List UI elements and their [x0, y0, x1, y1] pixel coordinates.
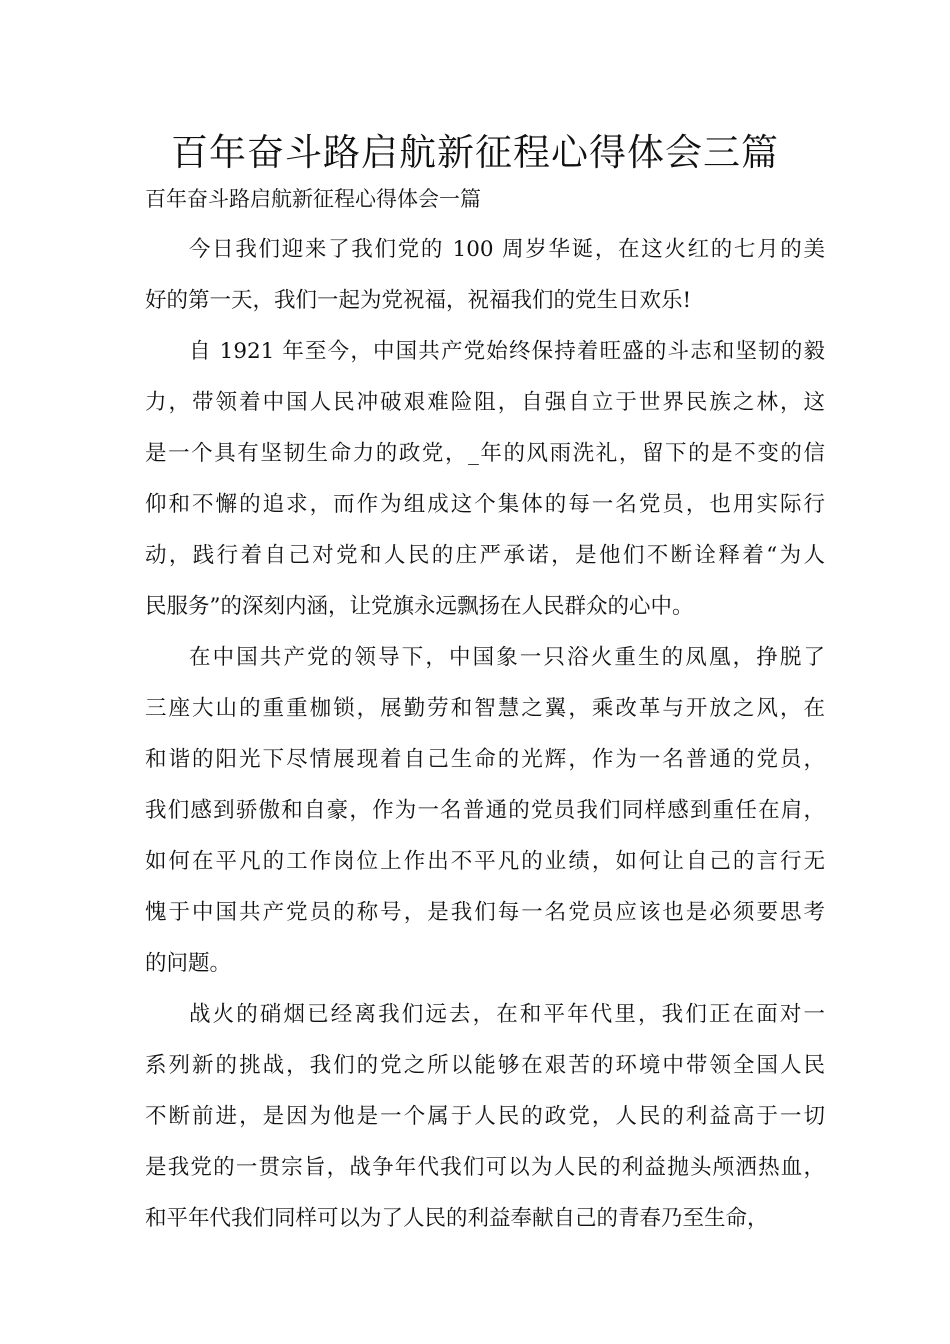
paragraph-line: 的问题。: [145, 951, 232, 976]
document-title: 百年奋斗路启航新征程心得体会三篇: [171, 131, 779, 174]
paragraph-line: 好的第一天，我们一起为党祝福，祝福我们的党生日欢乐!: [145, 288, 692, 313]
document-body: [145, 230, 825, 1250]
paragraph-line: 和谐的阳光下尽情展现着自己生命的光辉，作为一名普通的党员，: [145, 747, 825, 772]
paragraph-line: 力，带领着中国人民冲破艰难险阻，自强自立于世界民族之林，这: [145, 390, 825, 415]
section-subtitle: 百年奋斗路启航新征程心得体会一篇: [145, 187, 481, 211]
paragraph-line: 三座大山的重重枷锁，展勤劳和智慧之翼，乘改革与开放之风，在: [145, 696, 825, 721]
paragraph-line: 和平年代我们同样可以为了人民的利益奉献自己的青春乃至生命，: [145, 1206, 769, 1231]
paragraph: [145, 638, 825, 995]
paragraph-line: 今日我们迎来了我们党的 100 周岁华诞，在这火红的七月的美: [189, 237, 825, 262]
paragraph-line: 愧于中国共产党员的称号，是我们每一名党员应该也是必须要思考: [145, 900, 825, 925]
paragraph: [145, 332, 825, 638]
paragraph-line: 我们感到骄傲和自豪，作为一名普通的党员我们同样感到重任在肩，: [145, 798, 825, 823]
paragraph-line: 战火的硝烟已经离我们远去，在和平年代里，我们正在面对一: [189, 1002, 825, 1027]
paragraph: [145, 230, 825, 332]
paragraph-line: 在中国共产党的领导下，中国象一只浴火重生的凤凰，挣脱了: [189, 645, 825, 670]
paragraph-line: 是我党的一贯宗旨，战争年代我们可以为人民的利益抛头颅洒热血，: [145, 1155, 825, 1180]
paragraph-line: 系列新的挑战，我们的党之所以能够在艰苦的环境中带领全国人民: [145, 1053, 825, 1078]
paragraph-line: 动，践行着自己对党和人民的庄严承诺，是他们不断诠释着“为人: [145, 543, 825, 568]
paragraph-line: 如何在平凡的工作岗位上作出不平凡的业绩，如何让自己的言行无: [145, 849, 825, 874]
paragraph-line: 自 1921 年至今，中国共产党始终保持着旺盛的斗志和坚韧的毅: [189, 339, 825, 364]
paragraph-line: 仰和不懈的追求，而作为组成这个集体的每一名党员，也用实际行: [145, 492, 825, 517]
paragraph-line: 是一个具有坚韧生命力的政党，_年的风雨洗礼，留下的是不变的信: [145, 441, 825, 466]
paragraph-line: 不断前进，是因为他是一个属于人民的政党，人民的利益高于一切: [145, 1104, 825, 1129]
paragraph-line: 民服务”的深刻内涵，让党旗永远飘扬在人民群众的心中。: [145, 594, 694, 619]
paragraph: [145, 995, 825, 1250]
